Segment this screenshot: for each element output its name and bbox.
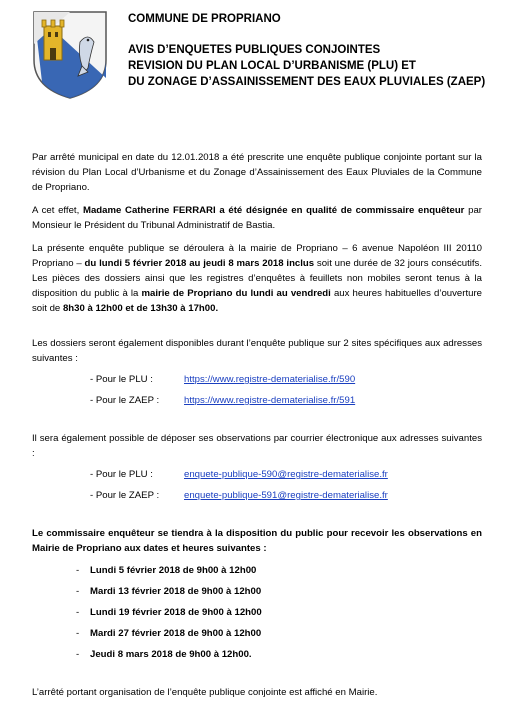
list-item: - Lundi 5 février 2018 de 9h00 à 12h00 <box>76 565 257 576</box>
list-item <box>32 390 482 411</box>
paragraph-commissaire: A cet effet, Madame Catherine FERRARI a été désignée en qualité de commissaire enquêteur par Monsieur le Président du Tribunal Administratif de Bastia. <box>32 205 482 231</box>
notice-header <box>128 12 508 90</box>
list-item: - Jeudi 8 mars 2018 de 9h00 à 12h00. <box>76 649 252 660</box>
list-item: - Lundi 19 février 2018 de 9h00 à 12h00 <box>76 607 262 618</box>
notice-title-line-1: AVIS D’ENQUETES PUBLIQUES CONJOINTES <box>128 44 381 56</box>
list-item <box>32 369 482 390</box>
site-links <box>32 369 482 411</box>
paragraph-emails: Il sera également possible de déposer ses observations par courrier électronique aux adresses suivantes : <box>32 433 482 459</box>
email-label-zaep: - Pour le ZAEP : <box>90 490 160 501</box>
list-item: - Mardi 13 février 2018 de 9h00 à 12h00 <box>76 586 262 597</box>
list-item <box>32 485 482 506</box>
site-link-zaep[interactable]: https://www.registre-dematerialise.fr/591 <box>184 395 356 406</box>
paragraph-sites: Les dossiers seront également disponibles durant l’enquête publique sur 2 sites spécifiques aux adresses suivantes : <box>32 338 482 364</box>
site-label-plu: - Pour le PLU : <box>90 374 153 385</box>
notice-body <box>32 150 482 700</box>
email-links <box>32 464 482 506</box>
email-label-plu: - Pour le PLU : <box>90 469 153 480</box>
paragraph-permanences: Le commissaire enquêteur se tiendra à la disposition du public pour recevoir les observations en Mairie de Propriano aux dates et heures suivantes : <box>32 528 482 554</box>
coat-of-arms-tower-fish-icon <box>30 8 110 100</box>
site-label-zaep: - Pour le ZAEP : <box>90 395 160 406</box>
paragraph-dates-lieu: La présente enquête publique se déroulera à la mairie de Propriano – 6 avenue Napoléon III 20110 Propriano – du lundi 5 février 2018 au jeudi 8 mars 2018 inclus soit une durée de 32 jours consécutifs. Les pièces des dossiers ainsi que les registres d’enquêtes à feuillets non mobiles seront tenus à la disposition du public à la mairie de Propriano du lundi au vendredi aux heures habituelles d’ouverture soit de 8h30 à 12h00 et de 13h30 à 17h00. <box>32 243 483 314</box>
footer-note: L’arrêté portant organisation de l’enquête publique conjointe est affiché en Mairie. <box>32 687 378 698</box>
list-item <box>32 464 482 485</box>
paragraph-arrete: Par arrêté municipal en date du 12.01.2018 a été prescrite une enquête publique conjointe portant sur la révision du Plan Local d’Urbanisme et du Zonage d’Assainissement des Eaux Pluviales de la Commune de Propriano. <box>32 152 482 193</box>
notice-title-line-2: REVISION DU PLAN LOCAL D’URBANISME (PLU) ET <box>128 60 416 72</box>
permanence-list <box>32 560 482 665</box>
email-link-zaep[interactable]: enquete-publique-591@registre-dematerialise.fr <box>184 490 388 501</box>
list-item: - Mardi 27 février 2018 de 9h00 à 12h00 <box>76 628 262 639</box>
email-link-plu[interactable]: enquete-publique-590@registre-dematerialise.fr <box>184 469 388 480</box>
notice-title-line-3: DU ZONAGE D’ASSAINISSEMENT DES EAUX PLUVIALES (ZAEP) <box>128 76 486 88</box>
site-link-plu[interactable]: https://www.registre-dematerialise.fr/590 <box>184 374 356 385</box>
commune-name: COMMUNE DE PROPRIANO <box>128 13 281 25</box>
